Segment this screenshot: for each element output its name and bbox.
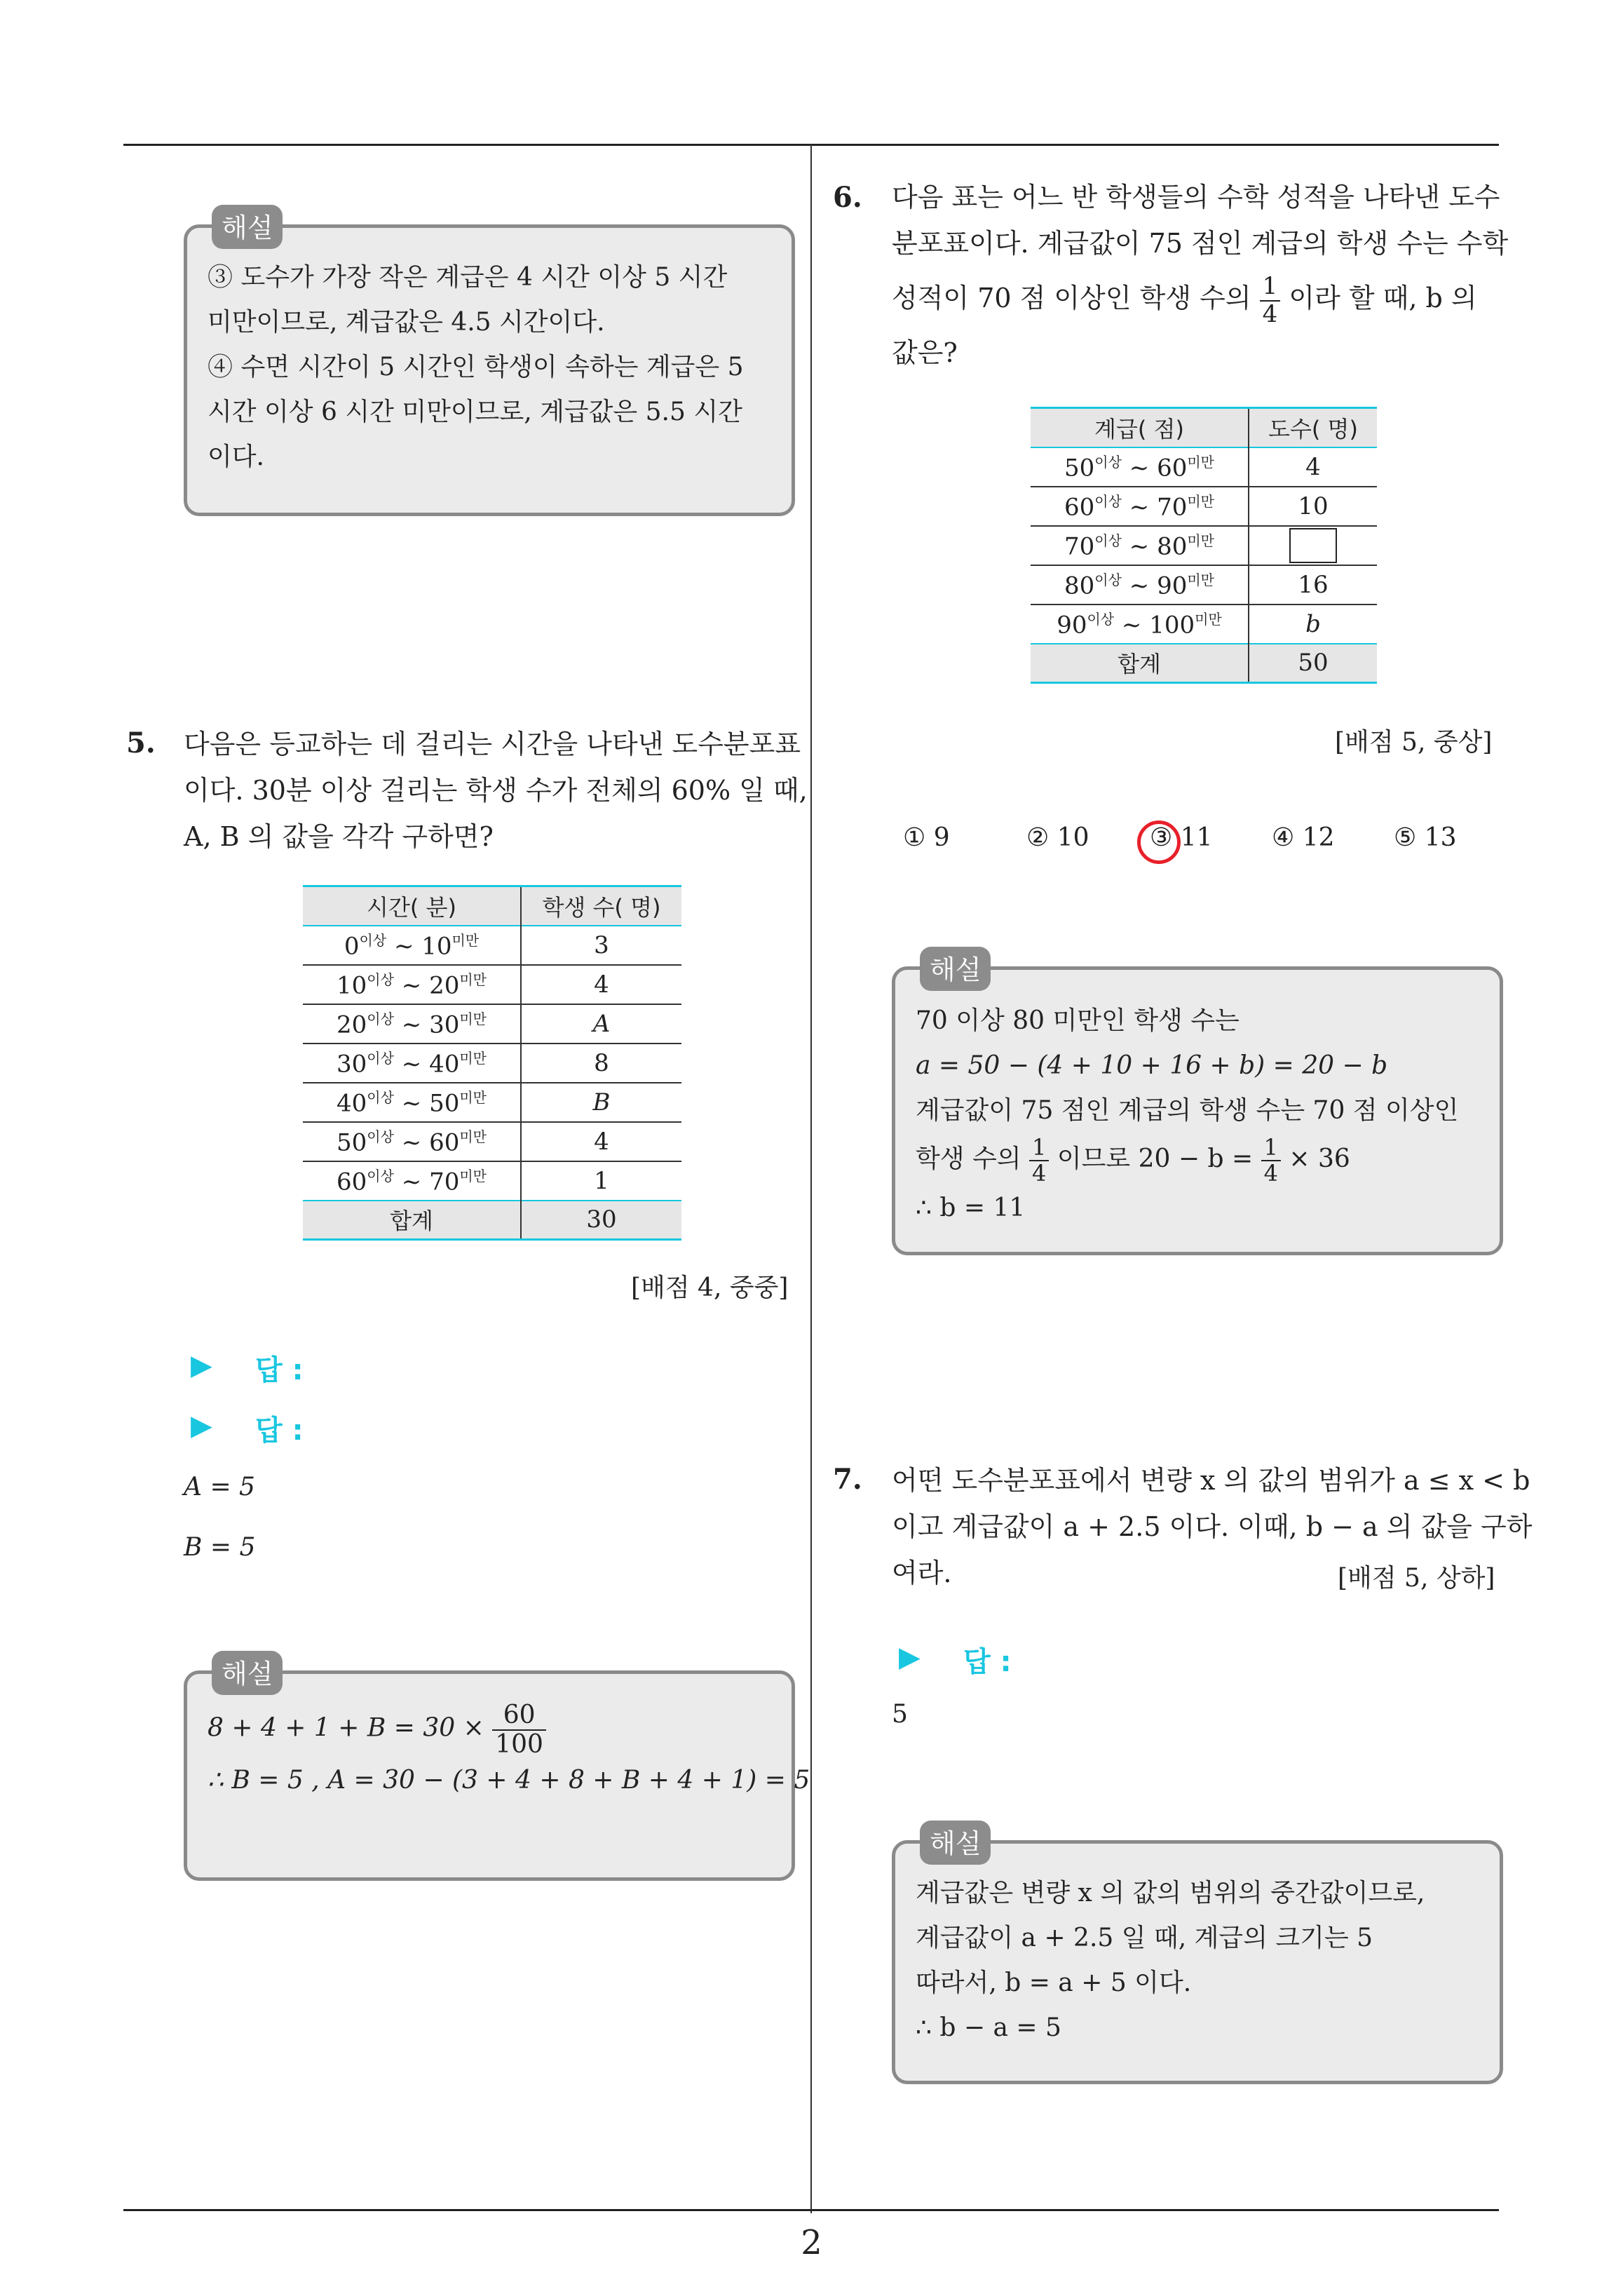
frequency-cell: 10 — [1298, 492, 1329, 520]
table-header: 도수( 명) — [1249, 408, 1377, 447]
choice-3[interactable]: ③ 11 — [1150, 823, 1213, 852]
total-value: 50 — [1249, 644, 1377, 683]
solution-line: ④ 수면 시간이 5 시간인 학생이 속하는 계급은 5 — [208, 353, 744, 381]
solution-line: 따라서, b = a + 5 이다. — [916, 1969, 1192, 1997]
question-number-6: 6. — [833, 181, 862, 214]
choice-5[interactable]: ⑤ 13 — [1394, 823, 1457, 852]
class-interval: $90^{이상}$ ∼ $100^{미만}$ — [1031, 605, 1249, 644]
question-number-5: 5. — [126, 727, 156, 759]
solution-line: 8 + 4 + 1 + B = 30 × $\frac{60}{100}$ — [208, 1701, 810, 1758]
question-line: 성적이 70 점 이상인 학생 수의 $\frac{1}{4}$ 이라 할 때, b 의 — [892, 272, 1477, 328]
solution-tag: 해설 — [920, 947, 991, 991]
class-interval: $50^{이상}$ ∼ $60^{미만}$ — [1031, 447, 1249, 487]
solution-line: ∴ B = 5 , A = 30 − (3 + 4 + 8 + B + 4 + 1) = 5 — [208, 1766, 810, 1795]
solution-line: 시간 이상 6 시간 미만이므로, 계급값은 5.5 시간 — [208, 398, 742, 426]
solution-line: a = 50 − (4 + 10 + 16 + b) = 20 − b — [916, 1051, 1388, 1080]
points-q6: [배점 5, 중상] — [1335, 728, 1493, 757]
choice-1[interactable]: ① 9 — [903, 823, 950, 852]
frequency-cell: 4 — [594, 970, 609, 999]
solution-text-q4 — [208, 255, 744, 480]
question-line: 이고 계급값이 a + 2.5 이다. 이때, b − a 의 값을 구하 — [892, 1511, 1533, 1542]
solution-tag: 해설 — [920, 1821, 991, 1865]
question-line: 여라. — [892, 1558, 952, 1588]
solution-line: ③ 도수가 가장 작은 계급은 4 시간 이상 5 시간 — [208, 263, 728, 292]
frequency-cell: 4 — [594, 1127, 609, 1156]
class-interval: $30^{이상}$ ∼ $40^{미만}$ — [303, 1044, 521, 1083]
class-interval: $70^{이상}$ ∼ $80^{미만}$ — [1031, 526, 1249, 565]
question-line: A, B 의 값을 각각 구하면? — [184, 821, 494, 852]
points-q7: [배점 5, 상하] — [1338, 1564, 1495, 1593]
class-interval: $60^{이상}$ ∼ $70^{미만}$ — [1031, 487, 1249, 526]
selected-answer-mark — [1137, 821, 1181, 864]
question-text-6 — [892, 174, 1508, 376]
table-header: 계급( 점) — [1031, 408, 1249, 447]
frequency-cell: 4 — [1305, 452, 1321, 481]
solution-line: 이다. — [208, 443, 264, 471]
frequency-cell: A — [592, 1009, 611, 1038]
answer-label: 답 : — [255, 1414, 304, 1447]
question-text-5 — [184, 721, 808, 860]
answer-label: 답 : — [255, 1354, 304, 1386]
frequency-cell: 8 — [594, 1048, 609, 1077]
column-divider — [810, 144, 812, 2213]
solution-text-q7 — [916, 1871, 1425, 2051]
answer-label: 답 : — [963, 1646, 1012, 1678]
table-header: 학생 수( 명) — [521, 886, 681, 926]
solution-line: ∴ b − a = 5 — [916, 2013, 1061, 2042]
class-interval: $20^{이상}$ ∼ $30^{미만}$ — [303, 1004, 521, 1044]
total-label: 합계 — [303, 1201, 521, 1240]
play-arrow-icon: ▶ — [191, 1410, 212, 1442]
answer-value: 5 — [892, 1700, 908, 1729]
table-header: 시간( 분) — [303, 886, 521, 926]
class-interval: $60^{이상}$ ∼ $70^{미만}$ — [303, 1161, 521, 1201]
frequency-cell: b — [1305, 609, 1321, 638]
points-q5: [배점 4, 중중] — [631, 1274, 789, 1302]
frequency-cell: 3 — [594, 931, 609, 959]
frequency-table-q6 — [1031, 407, 1377, 684]
solution-text-q5 — [208, 1701, 810, 1803]
question-line: 다음은 등교하는 데 걸리는 시간을 나타낸 도수분포표 — [184, 729, 801, 759]
class-interval: $10^{이상}$ ∼ $20^{미만}$ — [303, 965, 521, 1004]
class-interval: $80^{이상}$ ∼ $90^{미만}$ — [1031, 565, 1249, 605]
answer-value-a: A = 5 — [184, 1473, 255, 1501]
page-number: 2 — [801, 2223, 822, 2262]
question-line: 어떤 도수분포표에서 변량 x 의 값의 범위가 a ≤ x < b — [892, 1465, 1530, 1496]
question-number-7: 7. — [833, 1463, 862, 1496]
frequency-cell: B — [592, 1088, 611, 1116]
question-line: 이다. 30분 이상 걸리는 학생 수가 전체의 60% 일 때, — [184, 775, 808, 806]
solution-line: 계급값이 75 점인 계급의 학생 수는 70 점 이상인 — [916, 1096, 1459, 1125]
blank-box — [1289, 528, 1337, 563]
solution-line: 미만이므로, 계급값은 4.5 시간이다. — [208, 308, 605, 337]
question-line: 값은? — [892, 337, 958, 368]
answer-value-b: B = 5 — [184, 1533, 256, 1562]
solution-line: 계급값은 변량 x 의 값의 범위의 중간값이므로, — [916, 1879, 1425, 1907]
solution-text-q6 — [916, 999, 1458, 1231]
frequency-cell: 16 — [1298, 570, 1329, 599]
solution-tag: 해설 — [212, 205, 283, 249]
frequency-cell-blank — [1249, 526, 1377, 565]
question-line: 분포표이다. 계급값이 75 점인 계급의 학생 수는 수학 — [892, 228, 1509, 259]
class-interval: $40^{이상}$ ∼ $50^{미만}$ — [303, 1083, 521, 1122]
frequency-cell: 1 — [594, 1166, 609, 1195]
solution-line: ∴ b = 11 — [916, 1194, 1026, 1223]
frequency-table-q5 — [303, 885, 681, 1241]
solution-line: 70 이상 80 미만인 학생 수는 — [916, 1006, 1240, 1035]
play-arrow-icon: ▶ — [191, 1349, 212, 1382]
bottom-rule — [123, 2209, 1499, 2211]
choice-4[interactable]: ④ 12 — [1272, 823, 1335, 852]
solution-line: 계급값이 a + 2.5 일 때, 계급의 크기는 5 — [916, 1924, 1373, 1952]
solution-tag: 해설 — [212, 1651, 283, 1695]
total-value: 30 — [521, 1201, 681, 1240]
question-line: 다음 표는 어느 반 학생들의 수학 성적을 나타낸 도수 — [892, 182, 1500, 212]
class-interval: $0^{이상}$ ∼ $10^{미만}$ — [303, 926, 521, 965]
total-label: 합계 — [1031, 644, 1249, 683]
choice-2[interactable]: ② 10 — [1026, 823, 1089, 852]
play-arrow-icon: ▶ — [899, 1641, 921, 1673]
class-interval: $50^{이상}$ ∼ $60^{미만}$ — [303, 1122, 521, 1161]
solution-line: 학생 수의 $\frac{1}{4}$ 이므로 20 − b = $\frac{1}{4}$ × 36 — [916, 1133, 1350, 1187]
